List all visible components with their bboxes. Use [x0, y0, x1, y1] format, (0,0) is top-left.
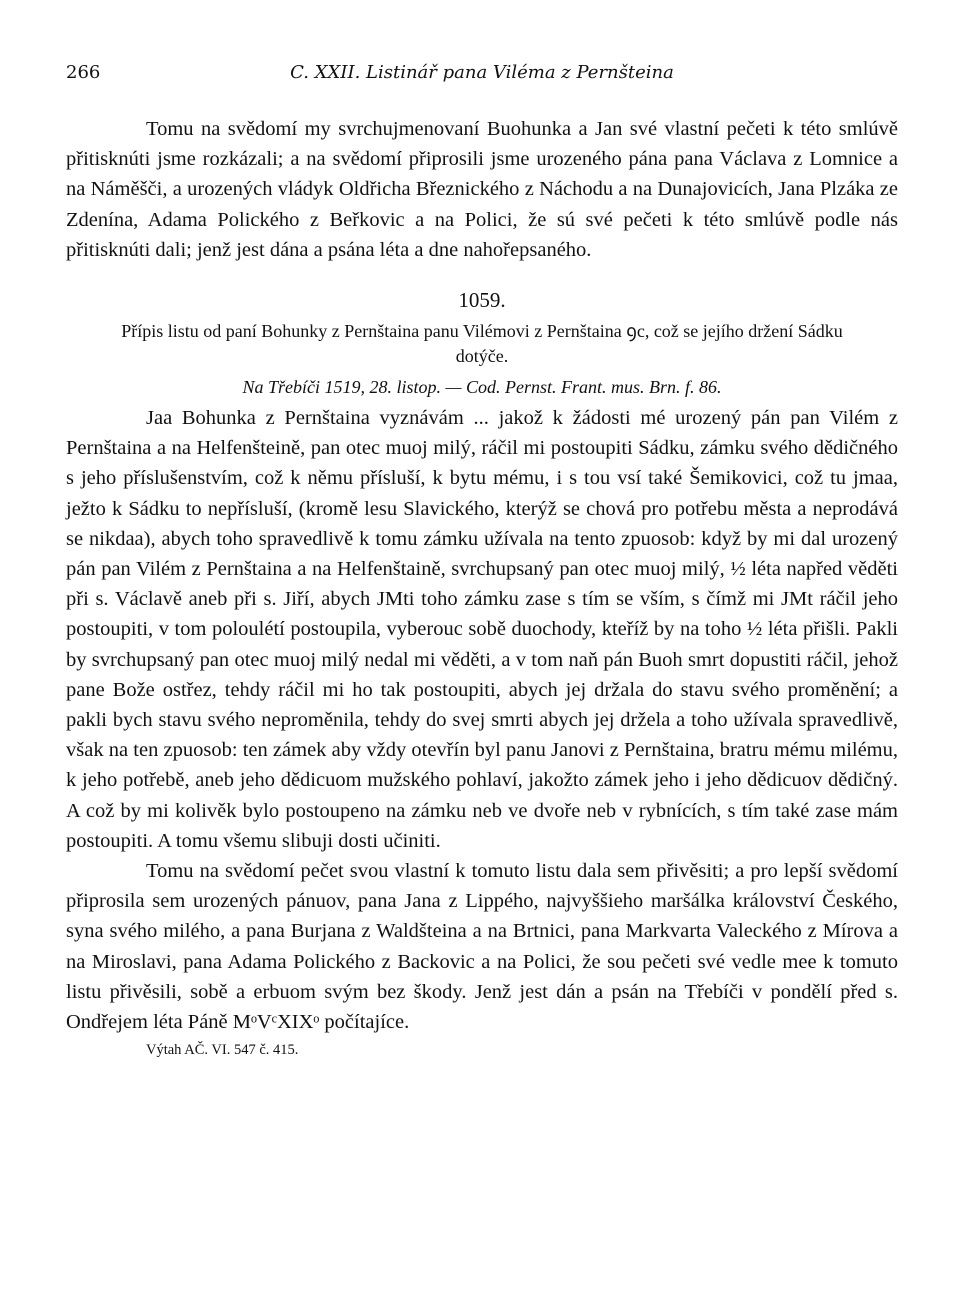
page-number: 266: [66, 62, 101, 83]
document-number: 1059.: [458, 288, 506, 313]
main-paragraph: Jaa Bohunka z Pernštaina vyznávám ... jakož k žádosti mé urozený pán pan Vilém z Pernštaina a na Helfenšteině, pan otec muoj milý, ráčil mi postoupiti Sádku, zámku svého dědičného s jeho příslušenstvím, což k němu přísluší, k bytu mému, i s tou vsí také Šemikovici, což tu jmaa, ježto k Sádku to nepřísluší, (kromě lesu Slavického, kterýž se chová pro potřebu města a neprodává se nikdaa), abych toho spravedlivě k tomu zámku užívala na tento zpuosob: když by mi dal urozený pán pan Vilém z Pernštaina a na Helfenštaině, svrchupsaný pan otec muoj milý, ½ léta napřed věděti při s. Václavě aneb při s. Jiří, abych JMti toho zámku zase s tím se vším, s čímž mi JMt ráčil jeho postoupiti, v tom poloulétí postoupila, vyberouc sobě duochody, kteříž by na toho ½ léta přišli. Pakli by svrchupsaný pan otec muoj milý nedal mi věděti, a v tom naň pán Buoh smrt dopustiti ráčil, jehož pane Bože ostřez, tehdy ráčil mi ho tak postoupiti, abych jej držala do stavu svého proměnění; a pakli bych stavu svého neproměnila, tehdy do svej smrti abych jej držela a toho užívala spravedlivě, však na ten zpuosob: ten zámek aby vždy otevřín byl panu Janovi z Pernštaina, bratru mému milému, k jeho potřebě, aneb jeho dědicuom mužského pohlaví, jakožto zámek jeho i jeho dědicuov dědičný. A což by mi kolivěk bylo postoupeno na zámku neb ve dvoře neb v rybnících, s tím také zase mám postoupiti. A tomu všemu slibuji dosti učiniti.: [66, 407, 898, 852]
document-source: Na Třebíči 1519, 28. listop. — Cod. Pernst. Frant. mus. Brn. f. 86.: [242, 377, 722, 398]
intro-paragraph: Tomu na svědomí my svrchujmenovaní Buohunka a Jan své vlastní pečeti k této smlúvě přitisknúti jsme rozkázali; a na svědomí připrosili jsme urozeného pána pana Václava z Lomnice a na Náměšči, a urozených vládyk Oldřicha Březnického z Náchodu a na Dunajovicích, Jana Plzáka ze Zdenína, Adama Polického z Beřkovic a na Polici, že sú své pečeti k této smlúvě podle nás přitisknúti dali; jenž jest dána a psána léta a dne nahořepsaného.: [66, 118, 898, 261]
excerpt-note: Výtah AČ. VI. 547 č. 415.: [146, 1042, 299, 1059]
closing-paragraph: Tomu na svědomí pečet svou vlastní k tomuto listu dala sem přivěsiti; a pro lepší svědomí připrosila sem urozených pánuov, pana Jana z Lippého, najvyššieho maršálka království Českého, syna svého milého, a pana Burjana z Waldšteina a na Brtnici, pana Markvarta Valeckého z Mírova a na Miroslavi, pana Adama Polického z Backovic a na Polici, že sou pečeti své vedle mee k tomuto listu přivěsili, sobě a erbuom svým bez škody. Jenž jest dán a psán na Třebíči v pondělí před s. Ondřejem léta Páně MᵒVᶜXIXᵒ počítajíce.: [66, 860, 898, 1034]
body-text: [66, 114, 898, 1063]
page-header: [66, 62, 898, 92]
running-title: C. XXII. Listinář pana Viléma z Pernšteina: [290, 62, 674, 83]
document-summary: Přípis listu od paní Bohunky z Pernštaina panu Vilémovi z Pernštaina ꝯc, což se jejího držení Sádku dotýče.: [121, 321, 843, 367]
